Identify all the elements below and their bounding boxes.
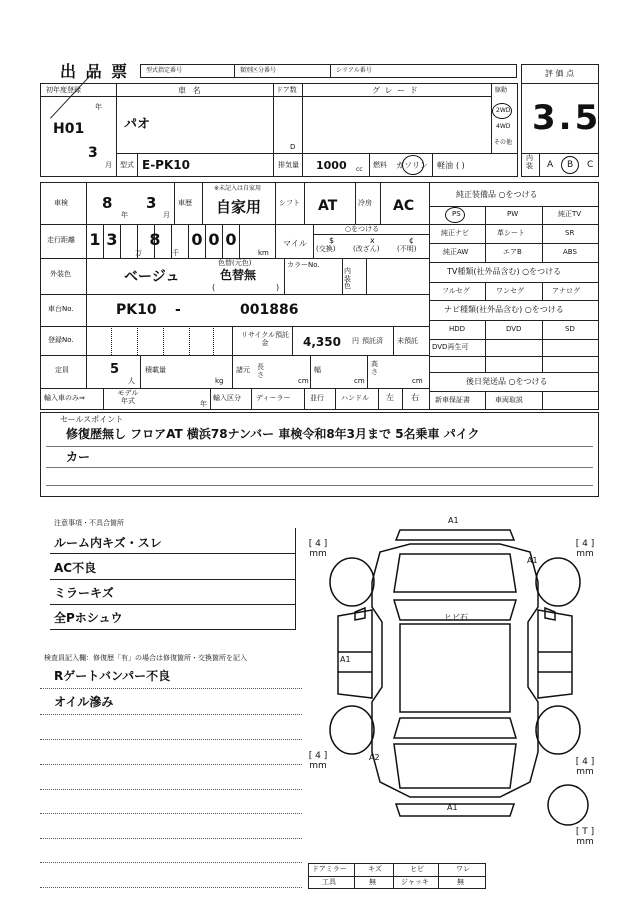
interior-grade-a: A [547,160,554,170]
interior-grade-circle [561,156,579,174]
tread-front-left: [ 4 ] mm [308,539,328,559]
cooler-value: AC [393,198,415,214]
equip-abs: ABS [563,248,577,256]
width-label: 幅 [314,366,321,374]
wheel-front-left-shape [330,558,374,606]
chassis-number: 001886 [240,302,299,318]
spare-tire-shape [548,785,588,825]
navi-header: ナビ種類(社外品含む) ○をつける [444,305,564,314]
handle-left: 左 [386,393,394,402]
import-dealer: ディーラー [256,394,291,402]
meter-exchange-sym: $ [329,236,335,245]
legend-cell: ジャッキ [401,878,429,886]
navi-sd: SD [565,325,575,333]
year-unit: 年 [95,103,102,111]
repaint-value: 色替無 [220,268,257,282]
mileage-digit: 1 [89,230,101,249]
repaint-label: 色替(元色) [218,259,252,267]
note-item: ミラーキズ [54,586,114,600]
recycle-unit: 円 [352,337,359,345]
legend-cell: ドアミラー [312,865,347,873]
equip-leather: 革シート [497,229,525,237]
note-item: ルーム内キズ・スレ [54,536,162,550]
tread-rear-left: [ 4 ] mm [308,751,328,771]
recycle-unpaid: 未預託 [397,337,418,345]
equip-aw: 純正AW [443,248,469,256]
chassis-dash: - [175,302,181,318]
fuel-gas-circle [402,155,424,175]
reg-month: 3 [88,145,98,161]
sen-unit: 千 [172,249,179,257]
tv-analog: アナログ [552,287,580,295]
month-unit: 月 [105,161,112,169]
history-value: 自家用 [216,198,262,216]
legend-cell: 無 [369,878,376,886]
interior-grade-c: C [587,160,594,170]
cooler-label: 冷房 [358,199,372,207]
damage-mark: ヒビ石 [444,613,468,622]
wheel-front-right-shape [536,558,580,606]
inspector-label: 検査員記入欄：修復歴「有」の場合は修復箇所・交換箇所を記入 [44,654,247,662]
damage-mark: A1 [340,655,351,664]
mile-label: マイル [283,239,307,248]
legend-cell: キズ [368,865,382,873]
legend-cell: ヒビ [410,865,424,873]
score-value: 3.5 [532,98,602,138]
meter-exchange: (交換) [316,245,336,253]
fuel-diesel: 軽油 [437,161,453,170]
wheel-rear-left-shape [330,706,374,754]
navi-dvd: DVD [506,325,522,333]
damage-mark: A1 [448,516,459,525]
equip-airbag: エアB [503,248,522,256]
equip-ps-circle [445,207,465,223]
later-manual: 車両取説 [495,396,523,404]
meter-unknown: (不明) [397,245,417,253]
doors-label: ドア数 [276,86,297,94]
legend-cell: 工具 [322,878,336,886]
serial-label: シリアル番号 [336,67,372,74]
mileage-digit: 0 [191,230,203,249]
car-damage-diagram [310,512,610,842]
sales-point-label: セールスポイント [60,415,124,424]
registration-label: 登録No. [48,336,74,344]
shift-value: AT [318,198,338,214]
meter-circle-note: ○をつける [345,225,380,233]
exterior-color: ベージュ [124,269,180,285]
import-class-label: 輸入区分 [213,394,241,402]
score-label: 評 価 点 [545,69,575,78]
displacement-unit: cc [356,166,363,173]
color-no-label: カラーNo. [287,261,320,269]
length-unit: cm [298,377,309,385]
fuel-other: ( ) [456,161,465,170]
left-side-panel [338,610,372,698]
car-body-shape [372,544,538,797]
tv-oneseg: ワンセグ [496,287,524,295]
capacity-unit: 人 [128,377,135,385]
displacement-value: 1000 [316,159,347,172]
inspector-item: Rゲートバンパー不良 [54,669,171,683]
equip-ps: PS [452,210,461,218]
dvd-playable: DVD再生可 [432,343,469,351]
note-item: AC不良 [54,561,97,575]
meter-unknown-sym: ¢ [409,236,415,245]
shaken-year-unit: 年 [121,211,128,219]
recycle-label: リサイクル預託金 [240,331,290,348]
car-name-label: 車 名 [178,86,203,95]
shift-label: シフト [279,199,300,207]
sales-point-line1: 修復歴無し フロアAT 横浜78ナンバー 車検令和8年3月まで 5名乗車 パイク [66,427,480,441]
roof-shape [400,624,510,712]
shaken-month: 3 [146,194,157,212]
drive-label: 駆動 [495,87,508,94]
drive-2wd: 2WD [496,107,511,114]
legend-cell: 無 [457,878,464,886]
drive-other: その他 [494,139,513,146]
model-cert-label: 型式指定番号 [146,67,183,74]
reg-year-label: 初年度登録 [46,86,81,94]
mileage-digit: 8 [149,230,161,249]
damage-mark: A1 [527,556,538,565]
mileage-digit: 0 [225,230,237,249]
capacity-label: 定員 [55,366,69,374]
tv-fullseg: フルセグ [442,287,470,295]
model-value: E-PK10 [142,158,190,172]
import-parallel: 並行 [310,394,324,402]
dims-label: 諸元 [236,366,250,374]
later-header: 後日発送品 ○をつける [466,377,548,386]
meter-tamper: (改ざん) [353,245,380,253]
reg-era-year: H01 [53,121,85,137]
shaken-month-unit: 月 [163,211,170,219]
later-warranty: 新車保証書 [435,396,470,404]
equipment-header: 純正装備品 ○をつける [456,190,538,199]
damage-mark: A2 [369,753,380,762]
height-unit: cm [412,377,423,385]
navi-hdd: HDD [449,325,466,333]
interior-color-label: 内装色 [344,267,351,291]
tread-spare: [ T ] mm [575,827,595,847]
tv-header: TV種類(社外品含む) ○をつける [447,267,562,276]
km-unit: km [258,249,269,257]
capacity-value: 5 [110,362,120,377]
trunk-shape [394,744,516,788]
equip-tv: 純正TV [558,210,582,218]
inspector-item: オイル滲み [54,695,114,709]
legend-cell: ワレ [456,865,470,873]
rear-glass-shape [394,718,516,738]
height-label: 高さ [371,360,378,376]
chassis-label: 車台No. [48,305,74,313]
wheel-rear-right-shape [536,706,580,754]
repaint-paren-open: ( [212,283,216,292]
recycle-amount: 4,350 [303,335,341,349]
model-year-label: モデル年式 [117,389,139,405]
mileage-digit: 0 [208,230,220,249]
hood-shape [394,554,516,592]
history-note: ※未記入は自家用 [214,185,262,192]
class-label: 類別区分番号 [240,67,277,74]
meter-tamper-sym: x [370,236,375,245]
sales-point-line2: カー [66,450,91,464]
tread-rear-right: [ 4 ] mm [575,757,595,777]
history-label: 車歴 [178,199,192,207]
mileage-digit: 3 [106,230,118,249]
note-item: 全Pホシュウ [54,611,123,625]
repaint-paren-close: ) [276,283,280,292]
equip-navi: 純正ナビ [441,229,469,237]
width-unit: cm [354,377,365,385]
mileage-label: 走行距離 [47,236,75,244]
interior-grade-b: B [567,160,574,170]
fuel-label: 燃料 [373,161,387,169]
doors-unit: D [290,143,296,151]
shaken-year: 8 [102,194,113,212]
interior-grade-label: 内装 [526,154,533,170]
equip-sr: SR [565,229,575,237]
fuel-gas: ガソリン [396,161,428,170]
length-label: 長さ [257,363,264,379]
grade-label: グ レ ー ド [372,86,419,95]
damage-mark: A1 [447,803,458,812]
handle-label: ハンドル [341,394,369,402]
recycle-paid: 預託済 [362,337,383,345]
header-id-box [140,64,517,78]
equip-pw: PW [507,210,519,218]
exterior-color-label: 外装色 [50,270,71,278]
drive-2wd-circle [492,103,512,119]
tread-front-right: [ 4 ] mm [575,539,595,559]
right-side-panel [538,610,572,698]
load-unit: kg [215,377,224,385]
form-title: 出 品 票 [60,62,130,81]
model-year-unit: 年 [200,400,207,408]
shaken-label: 車検 [54,199,68,207]
chassis-prefix: PK10 [116,302,157,318]
man-unit: 万 [135,249,142,257]
model-label: 型式 [120,161,134,169]
load-label: 積載量 [145,366,166,374]
displacement-label: 排気量 [278,161,299,169]
front-bumper-shape [396,530,514,540]
car-name: パオ [124,117,151,132]
handle-right: 右 [411,393,419,402]
notes-label: 注意事項・不具合箇所 [54,519,124,527]
drive-4wd: 4WD [496,123,511,130]
import-label: 輸入車のみ⇒ [44,394,85,402]
